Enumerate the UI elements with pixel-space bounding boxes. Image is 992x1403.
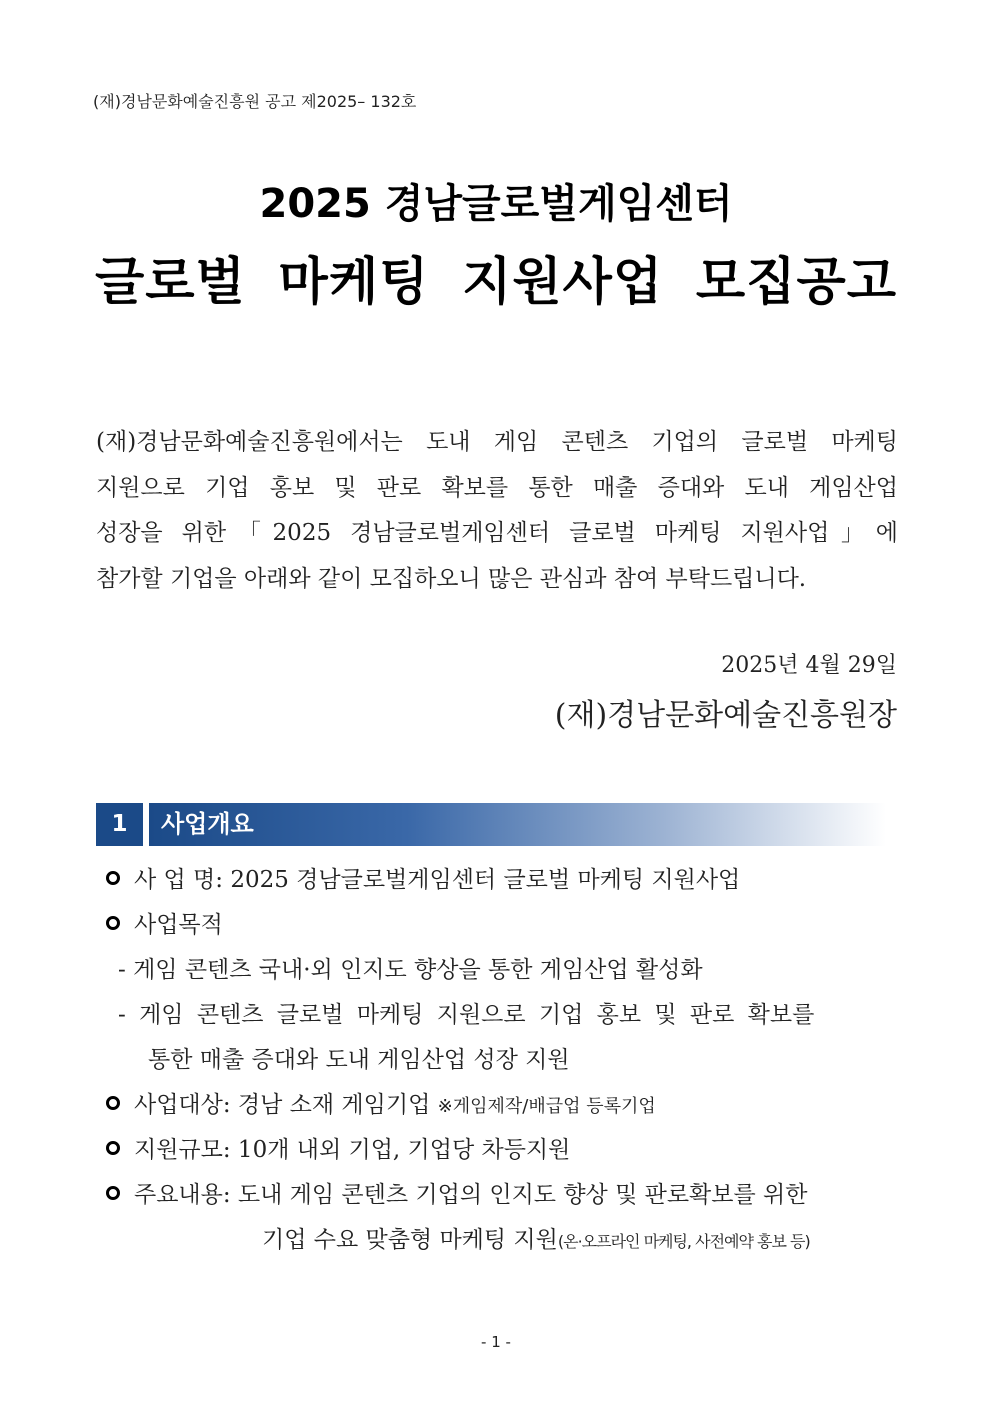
circle-bullet-icon [106,1096,120,1110]
purpose-item: - 게임 콘텐츠 글로벌 마케팅 지원으로 기업 홍보 및 판로 확보를 [118,1002,815,1028]
title-line-1: 2025 경남글로벌게임센터 [259,181,733,227]
intro-paragraph [96,420,898,602]
section-title-bar [149,803,886,846]
list-item [106,861,740,894]
content-text-continued: 기업 수요 맞춤형 마케팅 지원 [262,1227,558,1253]
intro-line: 성장을 위한「2025 경남글로벌게임센터 글로벌 마케팅 지원사업」에 [96,520,898,546]
intro-line: 지원으로 기업 홍보 및 판로 확보를 통한 매출 증대와 도내 게임산업 [96,474,898,501]
scale-text: 지원규모: 10개 내외 기업, 기업당 차등지원 [134,1137,571,1163]
content-text: 주요내용: 도내 게임 콘텐츠 기업의 인지도 향상 및 판로확보를 위한 [134,1182,808,1208]
project-name: 사 업 명: 2025 경남글로벌게임센터 글로벌 마케팅 지원사업 [134,867,741,893]
intro-line: 참가할 기업을 아래와 같이 모집하오니 많은 관심과 참여 부탁드립니다. [96,565,807,592]
notice-number: (재)경남문화예술진흥원 공고 제2025– 132호 [93,92,417,111]
purpose-label: 사업목적 [134,912,223,938]
content-note: (온·오프라인 마케팅, 사전예약 홍보 등) [557,1232,810,1251]
section-title: 사업개요 [161,810,254,838]
signature: (재)경남문화예술진흥원장 [554,698,897,733]
list-item [106,906,223,939]
target-note: ※게임제작/배급업 등록기업 [437,1096,656,1117]
intro-line: (재)경남문화예술진흥원에서는 도내 게임 콘텐츠 기업의 글로벌 마케팅 [96,429,898,455]
circle-bullet-icon [106,1141,120,1155]
title-line-2: 글로벌 마케팅 지원사업 모집공고 [95,253,897,312]
purpose-item-continued: 통한 매출 증대와 도내 게임산업 성장 지원 [148,1047,570,1073]
circle-bullet-icon [106,871,120,885]
content-continued [262,1221,810,1254]
purpose-item: - 게임 콘텐츠 국내·외 인지도 향상을 통한 게임산업 활성화 [118,957,703,983]
section-number: 1 [96,803,143,846]
section-header [96,803,886,846]
page-number: - 1 - [481,1333,511,1351]
circle-bullet-icon [106,916,120,930]
list-item [106,1086,656,1119]
list-item [106,1131,570,1164]
announcement-date: 2025년 4월 29일 [721,653,897,678]
circle-bullet-icon [106,1186,120,1200]
target-text: 사업대상: 경남 소재 게임기업 [134,1092,431,1118]
list-item [106,1176,807,1209]
